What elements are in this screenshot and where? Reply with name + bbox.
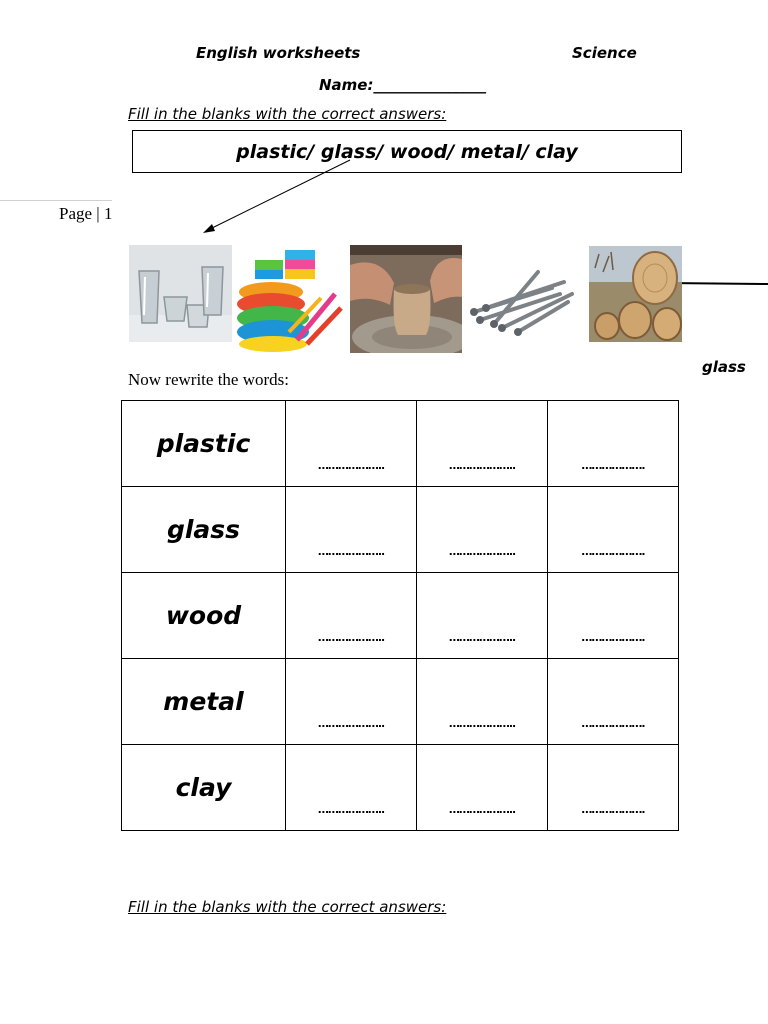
- blank-cell[interactable]: [548, 401, 679, 487]
- word-box: plastic/ glass/ wood/ metal/ clay: [132, 130, 682, 173]
- blank-dots: ………………..: [317, 459, 385, 472]
- table-row: [122, 745, 679, 831]
- rewrite-prompt: Now rewrite the words:: [128, 370, 289, 389]
- answer-label-glass: glass: [702, 358, 746, 376]
- table-row: [122, 659, 679, 745]
- blank-cell[interactable]: [417, 401, 548, 487]
- rewrite-table: [121, 400, 679, 831]
- blank-cell[interactable]: [417, 659, 548, 745]
- clay-pot-image: [350, 245, 462, 353]
- blank-cell[interactable]: [548, 487, 679, 573]
- blank-cell[interactable]: [286, 573, 417, 659]
- header-right: Science: [572, 44, 637, 62]
- blank-dots: ………………..: [448, 631, 516, 644]
- blank-dots: ……………….: [581, 459, 645, 472]
- blank-dots: ……………….: [581, 545, 645, 558]
- table-word: glass: [122, 487, 286, 573]
- blank-dots: ………………..: [317, 631, 385, 644]
- glass-items-image: [129, 245, 232, 342]
- blank-dots: ……………….: [581, 803, 645, 816]
- page-number: Page | 1: [59, 204, 113, 223]
- instruction-top: Fill in the blanks with the correct answers:: [128, 105, 447, 123]
- blank-dots: ………………..: [448, 545, 516, 558]
- table-word: metal: [122, 659, 286, 745]
- blank-dots: ……………….: [581, 717, 645, 730]
- instruction-bottom: Fill in the blanks with the correct answers:: [128, 898, 447, 916]
- table-row: [122, 401, 679, 487]
- blank-cell[interactable]: [548, 745, 679, 831]
- blank-cell[interactable]: [417, 573, 548, 659]
- blank-cell[interactable]: [286, 659, 417, 745]
- table-word: wood: [122, 573, 286, 659]
- blank-dots: ………………..: [317, 717, 385, 730]
- blank-dots: ………………..: [448, 459, 516, 472]
- wood-logs-image: [589, 246, 682, 342]
- blank-cell[interactable]: [286, 487, 417, 573]
- blank-cell[interactable]: [286, 401, 417, 487]
- blank-dots: ………………..: [448, 717, 516, 730]
- blank-cell[interactable]: [417, 745, 548, 831]
- table-word: plastic: [122, 401, 286, 487]
- table-row: [122, 487, 679, 573]
- blank-dots: ……………….: [581, 631, 645, 644]
- header-left: English worksheets: [196, 44, 361, 62]
- table-word: clay: [122, 745, 286, 831]
- name-line: Name:_______________: [319, 76, 486, 94]
- blank-dots: ………………..: [317, 545, 385, 558]
- plastic-items-image: [237, 248, 345, 353]
- blank-cell[interactable]: [548, 573, 679, 659]
- metal-nails-image: [468, 252, 582, 352]
- table-row: [122, 573, 679, 659]
- blank-cell[interactable]: [417, 487, 548, 573]
- blank-cell[interactable]: [548, 659, 679, 745]
- blank-dots: ………………..: [448, 803, 516, 816]
- blank-cell[interactable]: [286, 745, 417, 831]
- blank-dots: ………………..: [317, 803, 385, 816]
